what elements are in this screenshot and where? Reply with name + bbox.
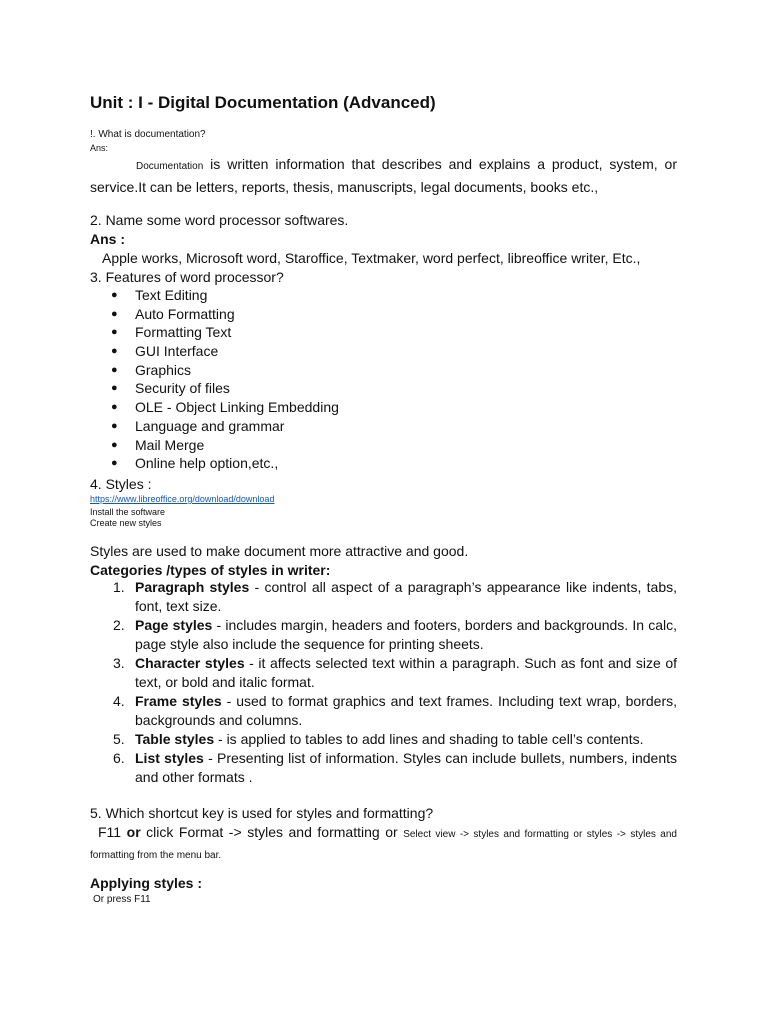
item-number: 6. — [113, 750, 125, 766]
feature-list — [90, 286, 339, 473]
list-item: ● Security of files — [90, 379, 339, 398]
page-title: Unit : I - Digital Documentation (Advanced) — [90, 93, 436, 112]
or-text: or — [126, 824, 141, 840]
list-item: ● Graphics — [90, 361, 339, 380]
list-item: ● Online help option,etc., — [90, 454, 339, 473]
category-desc: - used to format graphics and text frames. Including text wrap, borders, backgrounds and columns. — [135, 693, 677, 728]
answer-5-text: click Format -> styles and formatting or — [140, 824, 404, 840]
category-name: Paragraph styles — [135, 579, 250, 595]
category-name: List styles — [135, 750, 204, 766]
list-item: ● Formatting Text — [90, 323, 339, 342]
create-styles-note: Create new styles — [90, 518, 162, 528]
list-item — [90, 730, 677, 749]
question-5: 5. Which shortcut key is used for styles and formatting? — [90, 805, 434, 821]
list-item — [90, 654, 677, 692]
category-name: Frame styles — [135, 693, 222, 709]
list-item: ● Mail Merge — [90, 436, 339, 455]
style-categories-list — [90, 578, 677, 787]
item-number: 5. — [113, 731, 125, 747]
item-number: 4. — [113, 693, 125, 709]
list-item — [90, 616, 677, 654]
answer-label-2: Ans : — [90, 231, 125, 247]
answer-2: Apple works, Microsoft word, Staroffice, Textmaker, word perfect, libreoffice writer, Etc., — [102, 250, 641, 266]
install-note: Install the software — [90, 507, 166, 517]
question-1: !. What is documentation? — [90, 129, 206, 140]
styles-intro: Styles are used to make document more attractive and good. — [90, 543, 469, 559]
item-number: 1. — [113, 579, 125, 595]
item-number: 2. — [113, 617, 125, 633]
list-item: ● Text Editing — [90, 286, 339, 305]
category-desc: - it affects selected text within a paragraph. Such as font and size of text, or bold and italic format. — [135, 655, 678, 690]
list-item: ● GUI Interface — [90, 342, 339, 361]
list-item: ● Auto Formatting — [90, 305, 339, 324]
list-item — [90, 749, 677, 787]
download-link[interactable]: https://www.libreoffice.org/download/download — [90, 494, 275, 504]
shortcut-key: F11 — [98, 824, 122, 840]
applying-styles-note: Or press F11 — [93, 894, 151, 905]
answer-1 — [90, 154, 677, 197]
answer-5-note: Select view -> styles and formatting or styles -> styles and formatting from the menu bar. — [90, 829, 677, 861]
category-desc: - Presenting list of information. Styles can include bullets, numbers, indents and other formats . — [135, 750, 678, 785]
category-name: Character styles — [135, 655, 245, 671]
list-item — [90, 578, 677, 616]
answer-1-text: is written information that describes and explains a product, system, or service.It can be letters, reports, thesis, manuscripts, legal documents, books etc., — [90, 156, 677, 195]
categories-heading: Categories /types of styles in writer: — [90, 562, 331, 578]
answer-1-lead: Documentation — [136, 161, 204, 172]
item-number: 3. — [113, 655, 125, 671]
category-desc: - control all aspect of a paragraph’s appearance like indents, tabs, font, text size. — [135, 579, 677, 614]
list-item — [90, 692, 677, 730]
answer-5 — [90, 823, 677, 865]
category-desc: - includes margin, headers and footers, borders and backgrounds. In calc, page style also include the sequence for printing sheets. — [135, 617, 677, 652]
list-item: ● OLE - Object Linking Embedding — [90, 398, 339, 417]
question-2: 2. Name some word processor softwares. — [90, 212, 349, 228]
question-3: 3. Features of word processor? — [90, 269, 284, 285]
category-desc: - is applied to tables to add lines and shading to table cell’s contents. — [214, 731, 644, 747]
answer-label-1: Ans: — [90, 143, 109, 153]
question-4: 4. Styles : — [90, 476, 152, 492]
list-item: ● Language and grammar — [90, 417, 339, 436]
category-name: Page styles — [135, 617, 213, 633]
category-name: Table styles — [135, 731, 215, 747]
applying-styles-heading: Applying styles : — [90, 875, 203, 891]
